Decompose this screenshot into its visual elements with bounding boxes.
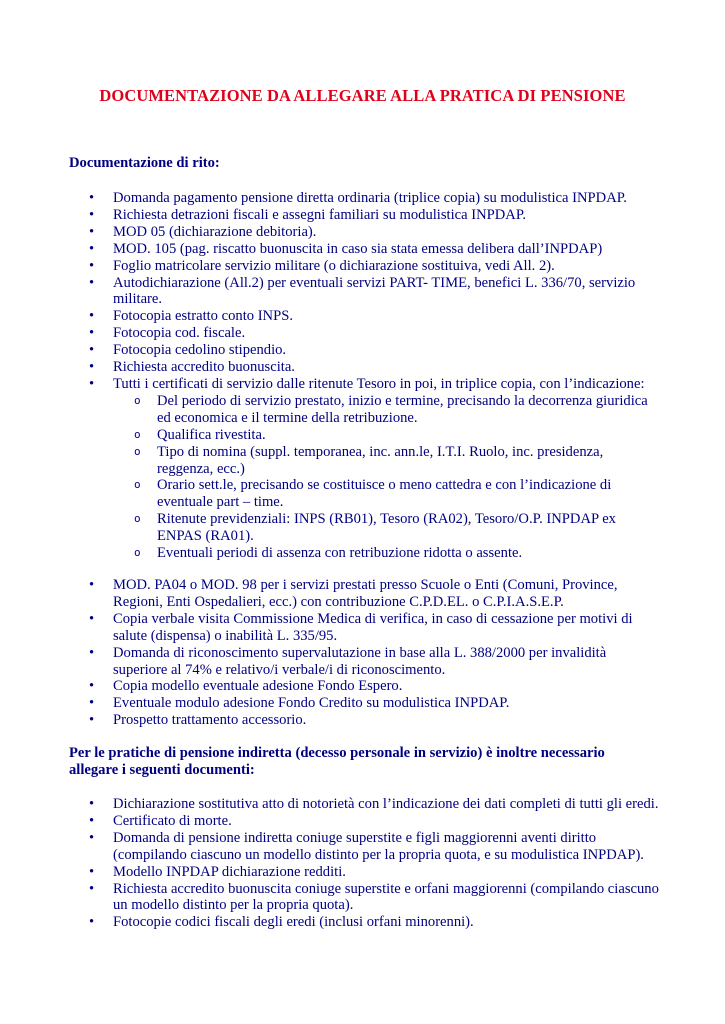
rito-list xyxy=(69,190,659,562)
section-heading-rito: Documentazione di rito: xyxy=(69,155,220,171)
list-item: • Prospetto trattamento accessorio. xyxy=(69,712,659,729)
sublist-item: o Del periodo di servizio prestato, inizio e termine, precisando la decorrenza giuridica ed economica e il termine della retribuzione. xyxy=(113,393,659,427)
list-item-text: Tutti i certificati di servizio dalle ritenute Tesoro in poi, in triplice copia, con l’indicazione: xyxy=(113,375,645,392)
list-item: • MOD. 105 (pag. riscatto buonuscita in caso sia stata emessa delibera dall’INPDAP) xyxy=(69,241,659,258)
sublist-item: o Ritenute previdenziali: INPS (RB01), Tesoro (RA02), Tesoro/O.P. INPDAP ex ENPAS (RA01). xyxy=(113,511,659,545)
rito-list-continued xyxy=(69,577,659,729)
list-item: • Fotocopia cedolino stipendio. xyxy=(69,342,659,359)
sublist-item: o Eventuali periodi di assenza con retribuzione ridotta o assente. xyxy=(113,545,659,562)
sublist-item: o Tipo di nomina (suppl. temporanea, inc. ann.le, I.T.I. Ruolo, inc. presidenza, reggenza, ecc.) xyxy=(113,444,659,478)
list-item: • Copia modello eventuale adesione Fondo Espero. xyxy=(69,678,659,695)
sublist-item: o Qualifica rivestita. xyxy=(113,427,659,444)
section-heading-indiretta: Per le pratiche di pensione indiretta (decesso personale in servizio) è inoltre necessario allegare i seguenti documenti: xyxy=(69,745,605,778)
list-item: • Autodichiarazione (All.2) per eventuali servizi PART- TIME, benefici L. 336/70, servizio militare. xyxy=(69,275,659,309)
list-item: • Copia verbale visita Commissione Medica di verifica, in caso di cessazione per motivi di salute (dispensa) o inabilità L. 335/95. xyxy=(69,611,659,645)
list-item: • Certificato di morte. xyxy=(69,813,659,830)
list-item: • Domanda di pensione indiretta coniuge superstite e figli maggiorenni aventi diritto (compilando ciascuno un modello distinto per la propria quota, e su modulistica INPDAP). xyxy=(69,830,659,864)
list-item: • Dichiarazione sostitutiva atto di notorietà con l’indicazione dei dati completi di tutti gli eredi. xyxy=(69,796,659,813)
list-item: • Foglio matricolare servizio militare (o dichiarazione sostituiva, vedi All. 2). xyxy=(69,258,659,275)
list-item: • Fotocopia cod. fiscale. xyxy=(69,325,659,342)
list-item: • Richiesta detrazioni fiscali e assegni familiari su modulistica INPDAP. xyxy=(69,207,659,224)
list-item: • MOD 05 (dichiarazione debitoria). xyxy=(69,224,659,241)
certificati-sublist xyxy=(113,393,659,562)
list-item: • Fotocopie codici fiscali degli eredi (inclusi orfani minorenni). xyxy=(69,914,659,931)
indiretta-list xyxy=(69,796,659,931)
document-title: DOCUMENTAZIONE DA ALLEGARE ALLA PRATICA DI PENSIONE xyxy=(99,86,626,105)
list-item: • Richiesta accredito buonuscita. xyxy=(69,359,659,376)
list-item-certificati xyxy=(69,376,659,562)
list-item: • Richiesta accredito buonuscita coniuge superstite e orfani maggiorenni (compilando ciascuno un modello distinto per la propria quota). xyxy=(69,881,659,915)
list-item: • MOD. PA04 o MOD. 98 per i servizi prestati presso Scuole o Enti (Comuni, Province, Regioni, Enti Ospedalieri, ecc.) con contribuzione C.P.D.EL. o C.P.I.A.S.E.P. xyxy=(69,577,659,611)
list-item: • Eventuale modulo adesione Fondo Credito su modulistica INPDAP. xyxy=(69,695,659,712)
list-item: • Domanda di riconoscimento supervalutazione in base alla L. 388/2000 per invalidità superiore al 74% e relativo/i verbale/i di riconoscimento. xyxy=(69,645,659,679)
sublist-item: o Orario sett.le, precisando se costituisce o meno cattedra e con l’indicazione di eventuale part – time. xyxy=(113,477,659,511)
list-item: • Modello INPDAP dichiarazione redditi. xyxy=(69,864,659,881)
list-item: • Fotocopia estratto conto INPS. xyxy=(69,308,659,325)
list-item: • Domanda pagamento pensione diretta ordinaria (triplice copia) su modulistica INPDAP. xyxy=(69,190,659,207)
